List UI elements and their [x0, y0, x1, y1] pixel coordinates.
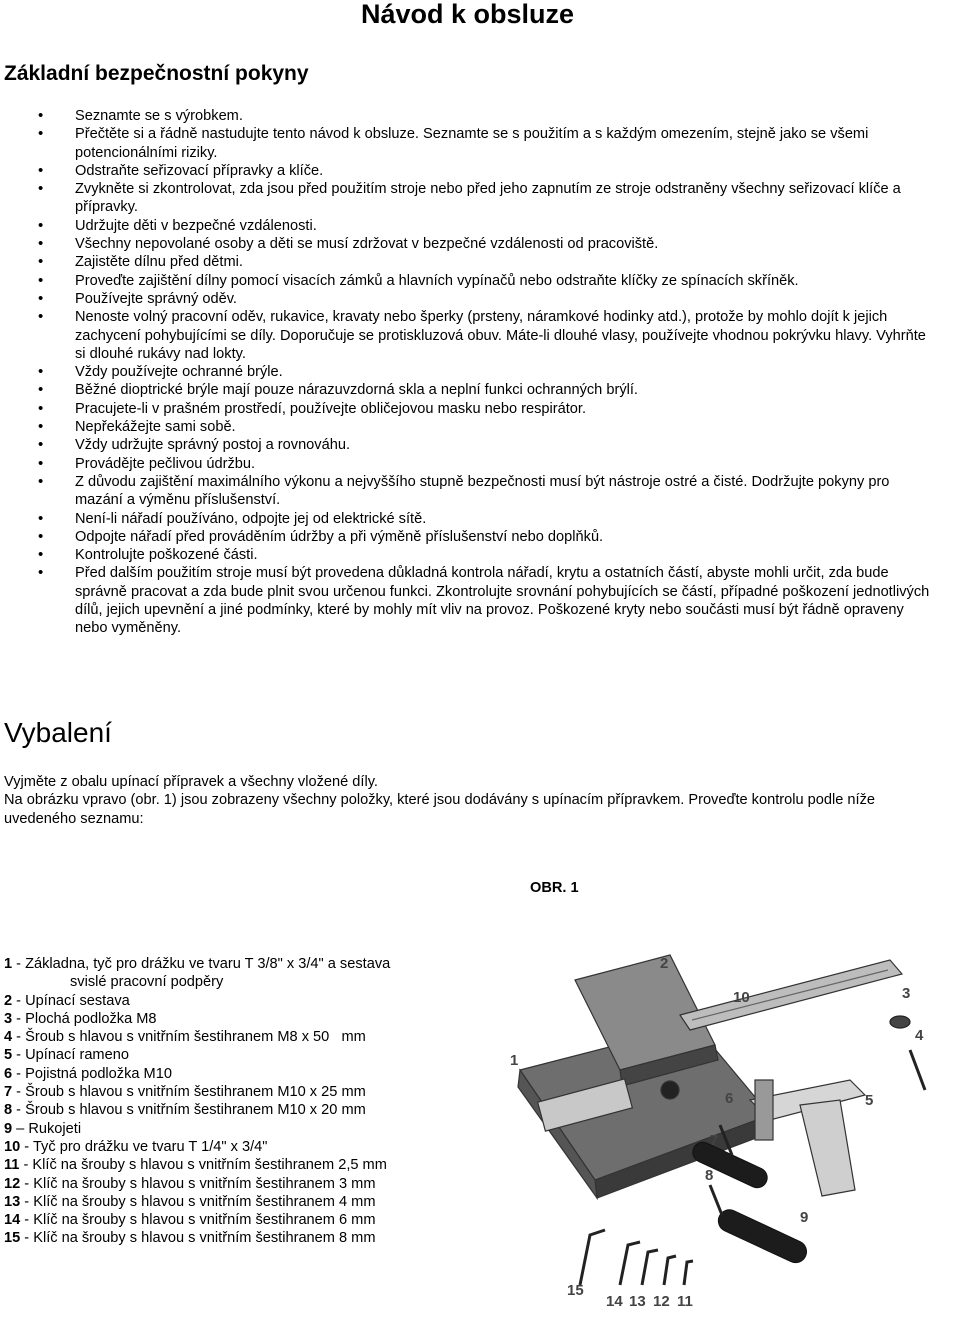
safety-item: • Provádějte pečlivou údržbu. [0, 455, 930, 473]
safety-item: • Pracujete-li v prašném prostředí, používejte obličejovou masku nebo respirátor. [0, 400, 930, 418]
page-title: Návod k obsluze [361, 0, 575, 29]
safety-item: • Kontrolujte poškozené části. [0, 546, 930, 564]
part-description: Klíč na šrouby s hlavou s vnitřním šestihranem 2,5 mm [32, 1157, 387, 1174]
part-description: Upínací sestava [25, 992, 130, 1009]
safety-item: • Seznamte se s výrobkem. [0, 107, 930, 125]
unpacking-line: Vyjměte z obalu upínací přípravek a všechny vložené díly. [4, 774, 378, 790]
callout-number: 12 [653, 1293, 670, 1310]
parts-item: 14 - Klíč na šrouby s hlavou s vnitřním šestihranem 6 mm [4, 1212, 376, 1229]
part-number: 2 [4, 992, 13, 1009]
part-description: Upínací rameno [25, 1047, 129, 1064]
safety-item: • Odstraňte seřizovací přípravky a klíče. [0, 162, 930, 180]
part-description: Plochá podložka M8 [25, 1010, 157, 1027]
part-number: 13 [4, 1193, 21, 1210]
part-description: Klíč na šrouby s hlavou s vnitřním šestihranem 8 mm [33, 1230, 376, 1247]
part-number: 3 [4, 1010, 13, 1027]
safety-item: • Před dalším použitím stroje musí být provedena důkladná kontrola nářadí, krytu a ostatních částí, abyste mohli určit, zda bude správně pracovat a zda bude plnit svou určenou funkci. Zkontrolujte srovnání pohybujících se částí, případné poškození jednotlivých dílů, jejich upevnění a jiné podmínky, které by mohly mít vliv na provoz. Poškozené kryty nebo součásti musí být řádně opraveny nebo vyměněny. [0, 564, 930, 637]
part-description: Rukojeti [28, 1120, 82, 1137]
parts-item: 2 - Upínací sestava [4, 992, 130, 1009]
callout-number: 10 [733, 989, 750, 1006]
part-number: 1 [4, 956, 13, 972]
safety-item: • Nepřekážejte sami sobě. [0, 418, 930, 436]
safety-item: • Přečtěte si a řádně nastudujte tento návod k obsluze. Seznamte se s použitím a s každým omezením, stejně jako se všemi potencionálními riziky. [0, 125, 930, 162]
safety-item: • Nenoste volný pracovní oděv, rukavice, kravaty nebo šperky (prsteny, náramkové hodinky atd.), protože by mohlo dojít k jejich zachycení pohybujícími se díly. Doporučuje se protiskluzová obuv. Máte-li dlouhé vlasy, používejte vhodnou pokrývku hlavy. Vyhrňte si dlouhé rukávy nad lokty. [0, 308, 930, 363]
part-description: Základna, tyč pro drážku ve tvaru T 3/8" x 3/4" a sestava [25, 956, 391, 972]
unpacking-text [4, 773, 934, 828]
part-number: 5 [4, 1047, 13, 1064]
figure-label: OBR. 1 [530, 880, 579, 896]
part-number: 6 [4, 1065, 13, 1082]
callout-number: 8 [705, 1167, 714, 1184]
callout-number: 1 [510, 1052, 519, 1069]
callout-number: 11 [677, 1293, 693, 1310]
part-number: 4 [4, 1029, 13, 1046]
safety-item: • Všechny nepovolané osoby a děti se musí zdržovat v bezpečné vzdálenosti od pracoviště. [0, 235, 930, 253]
callout-number: 2 [660, 955, 669, 972]
callout-number: 14 [606, 1293, 623, 1310]
part-description: Klíč na šrouby s hlavou s vnitřním šestihranem 3 mm [33, 1175, 376, 1192]
safety-list [0, 107, 930, 638]
part-number: 7 [4, 1084, 13, 1101]
safety-item: • Vždy používejte ochranné brýle. [0, 363, 930, 381]
safety-item: • Odpojte nářadí před prováděním údržby a při výměně příslušenství nebo doplňků. [0, 528, 930, 546]
parts-item: 5 - Upínací rameno [4, 1047, 129, 1064]
part-description: Šroub s hlavou s vnitřním šestihranem M8 x 50 mm [25, 1029, 366, 1046]
callout-number: 5 [865, 1092, 874, 1109]
callout-number: 6 [725, 1090, 734, 1107]
callout-number: 13 [629, 1293, 646, 1310]
parts-item: 11 - Klíč na šrouby s hlavou s vnitřním šestihranem 2,5 mm [4, 1157, 387, 1174]
part-number: 12 [4, 1175, 21, 1192]
callout-number: 15 [567, 1282, 584, 1299]
part-description: Šroub s hlavou s vnitřním šestihranem M10 x 25 mm [25, 1084, 366, 1101]
part-number: 11 [4, 1157, 20, 1174]
part-number: 15 [4, 1230, 21, 1247]
unpacking-line: Na obrázku vpravo (obr. 1) jsou zobrazeny všechny položky, které jsou dodávány s upínacím přípravkem. Proveďte kontrolu podle níže uvedeného seznamu: [4, 792, 875, 827]
hex-keys [580, 1230, 693, 1285]
part-description-cont: svislé pracovní podpěry [70, 974, 224, 991]
safety-item: • Proveďte zajištění dílny pomocí visacích zámků a hlavních vypínačů nebo odstraňte klíčky ze spínacích skříněk. [0, 272, 930, 290]
callout-number: 9 [800, 1209, 809, 1226]
parts-item: 7 - Šroub s hlavou s vnitřním šestihranem M10 x 25 mm [4, 1084, 366, 1101]
part-number: 9 [4, 1120, 13, 1137]
tslot-bar [680, 960, 902, 1030]
parts-list [4, 955, 474, 1248]
parts-item: 13 - Klíč na šrouby s hlavou s vnitřním šestihranem 4 mm [4, 1193, 376, 1210]
safety-item: • Není-li nářadí používáno, odpojte jej od elektrické sítě. [0, 510, 930, 528]
parts-item: 3 - Plochá podložka M8 [4, 1010, 157, 1027]
parts-item: 6 - Pojistná podložka M10 [4, 1065, 172, 1082]
parts-item: 8 - Šroub s hlavou s vnitřním šestihranem M10 x 20 mm [4, 1102, 366, 1119]
parts-item: 9 – Rukojeti [4, 1120, 82, 1137]
handles [690, 1139, 811, 1266]
parts-item: 4 - Šroub s hlavou s vnitřním šestihranem M8 x 50 mm [4, 1029, 366, 1046]
safety-item: • Vždy udržujte správný postoj a rovnováhu. [0, 436, 930, 454]
part-description: Šroub s hlavou s vnitřním šestihranem M10 x 20 mm [25, 1102, 366, 1119]
part-number: 14 [4, 1212, 21, 1229]
unpacking-heading: Vybalení [4, 717, 112, 748]
safety-item: • Zajistěte dílnu před dětmi. [0, 253, 930, 271]
parts-item: 10 - Tyč pro drážku ve tvaru T 1/4" x 3/4" [4, 1138, 268, 1155]
callout-number: 7 [710, 1132, 719, 1149]
safety-item: • Z důvodu zajištění maximálního výkonu a nejvyššího stupně bezpečnosti musí být nástroje ostré a čisté. Dodržujte pokyny pro mazání a výměnu příslušenství. [0, 473, 930, 510]
part-number: 10 [4, 1138, 21, 1155]
safety-item: • Používejte správný oděv. [0, 290, 930, 308]
part-description: Klíč na šrouby s hlavou s vnitřním šestihranem 4 mm [33, 1193, 376, 1210]
part-description: Klíč na šrouby s hlavou s vnitřním šestihranem 6 mm [33, 1212, 376, 1229]
part-number: 8 [4, 1102, 13, 1119]
callout-number: 3 [902, 985, 911, 1002]
callout-number: 4 [915, 1027, 924, 1044]
safety-heading: Základní bezpečnostní pokyny [4, 62, 309, 85]
parts-item: 12 - Klíč na šrouby s hlavou s vnitřním šestihranem 3 mm [4, 1175, 376, 1192]
parts-item: 1 - Základna, tyč pro drážku ve tvaru T 3/8" x 3/4" a sestava svislé pracovní podpěry [4, 955, 474, 992]
safety-item: • Udržujte děti v bezpečné vzdálenosti. [0, 217, 930, 235]
safety-item: • Běžné dioptrické brýle mají pouze nárazuvzdorná skla a neplní funkci ochranných brýlí. [0, 381, 930, 399]
safety-item: • Zvykněte si zkontrolovat, zda jsou před použitím stroje nebo před jeho zapnutím ze stroje odstraněny všechny seřizovací klíče a přípravky. [0, 180, 930, 217]
part-description: Pojistná podložka M10 [25, 1065, 172, 1082]
jig-exploded-drawing [470, 940, 950, 1315]
part-description: Tyč pro drážku ve tvaru T 1/4" x 3/4" [32, 1138, 268, 1155]
parts-item: 15 - Klíč na šrouby s hlavou s vnitřním šestihranem 8 mm [4, 1230, 376, 1247]
